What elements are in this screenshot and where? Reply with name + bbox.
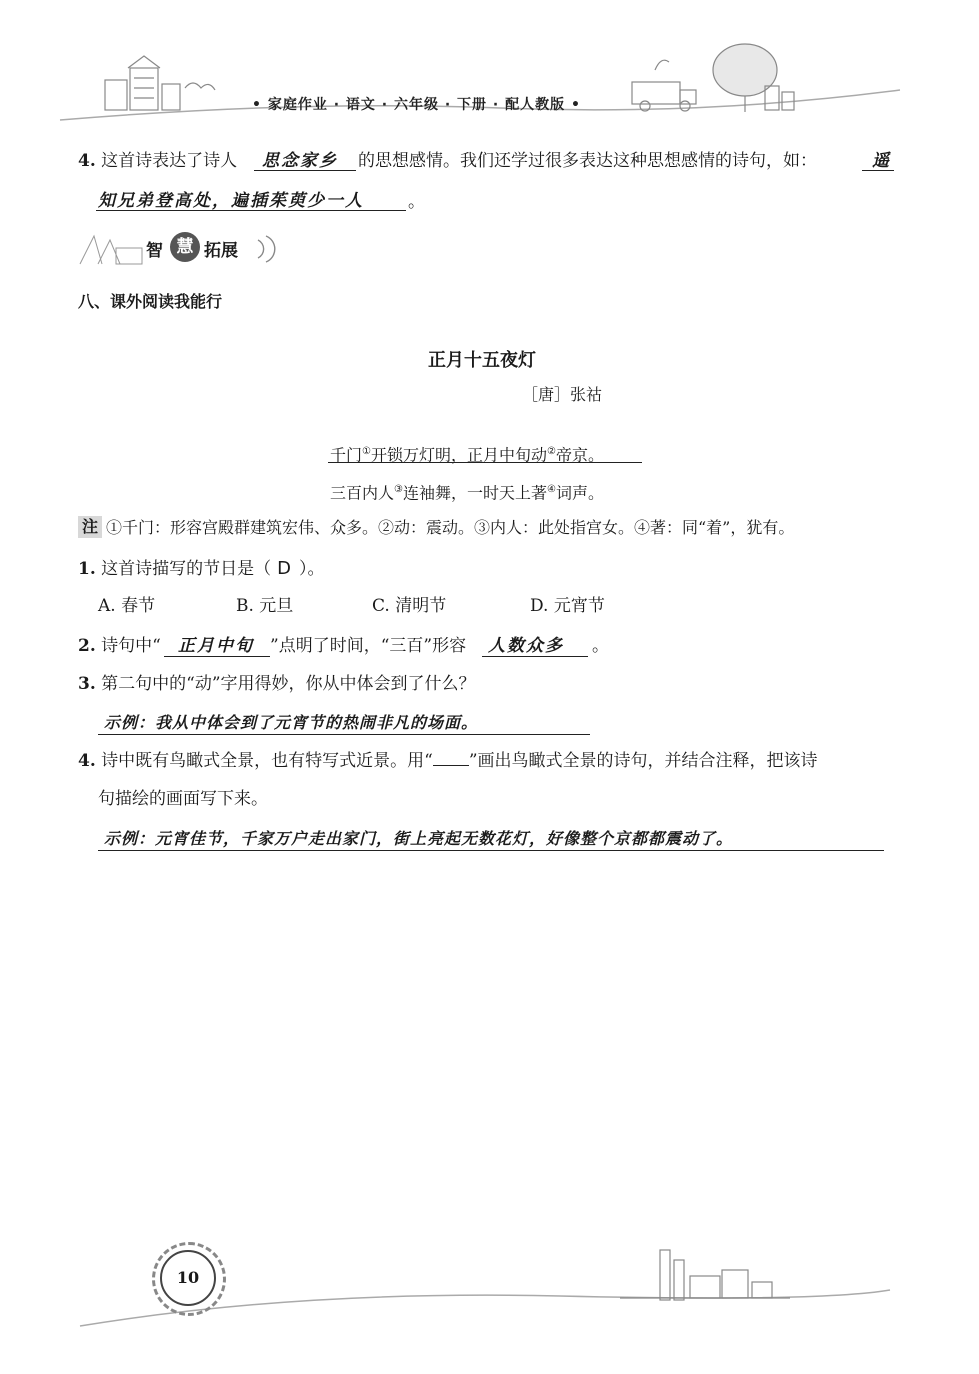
footnote-mark: ④ [547, 484, 556, 495]
option-d: D. 元宵节 [530, 596, 605, 616]
answer-underline [96, 210, 406, 211]
answer-poem-part2: 知兄弟登高处，遍插茱萸少一人 [98, 191, 364, 211]
answer-underline [98, 850, 884, 851]
answer-underline [164, 656, 270, 657]
question-4-line2: 句描绘的画面写下来。 [98, 789, 268, 809]
poem-text: 千门 [330, 445, 363, 465]
poem-text: 连袖舞，一时天上著 [402, 483, 547, 503]
question-number: 2. [78, 636, 96, 656]
banner-char2: 慧 [170, 232, 200, 262]
poem-text: 三百内人 [330, 483, 395, 503]
question-text: ”点明了时间，“三百”形容 [270, 636, 467, 656]
sentence-end: 。 [408, 192, 425, 212]
question-1 [78, 557, 325, 581]
question-text: 诗中既有鸟瞰式全景，也有特写式近景。用“ [101, 751, 433, 771]
poem-text: 帝京。 [555, 445, 604, 465]
answer-q4: 示例：元宵佳节，千家万户走出家门，街上亮起无数花灯，好像整个京都都震动了。 [104, 829, 734, 848]
footnote-mark: ① [362, 446, 371, 457]
poem-text: 词声。 [555, 483, 604, 503]
question-text: ）。 [299, 559, 325, 579]
poem-line-1 [330, 440, 604, 467]
answer-number: 人数众多 [488, 636, 564, 656]
option-a: A. 春节 [98, 596, 156, 616]
question-2-start [78, 634, 161, 658]
answer-underline [862, 170, 894, 171]
footer-decoration [0, 1230, 979, 1350]
question-4-line1 [78, 749, 818, 773]
question-number: 1. [78, 559, 96, 579]
question-number: 4. [78, 151, 96, 171]
question-number: 4. [78, 751, 96, 771]
answer-choice: D [277, 558, 294, 579]
sentence-end: 。 [592, 636, 609, 656]
poem-author: ［唐］张祜 [522, 385, 603, 404]
answer-underline [254, 170, 356, 171]
underline-symbol [433, 751, 469, 766]
birdseye-underline [328, 462, 642, 463]
answer-homesick: 思念家乡 [262, 151, 338, 171]
question-text: 第二句中的“动”字用得妙，你从中体会到了什么？ [101, 674, 476, 694]
poem-title: 正月十五夜灯 [428, 350, 536, 371]
answer-q3: 示例：我从中体会到了元宵节的热闹非凡的场面。 [104, 713, 479, 732]
banner-char1: 智 [146, 241, 163, 261]
section-title: 八、课外阅读我能行 [78, 292, 223, 311]
footnote-mark: ③ [394, 484, 403, 495]
question-3 [78, 672, 476, 696]
page-number: 10 [160, 1250, 216, 1306]
answer-poem-part1: 遥 [872, 151, 891, 171]
question-text: 这首诗描写的节日是（ [101, 559, 272, 579]
footnote-mark: ② [547, 446, 556, 457]
question-text: 诗句中“ [101, 636, 161, 656]
question-text: 这首诗表达了诗人 [101, 151, 238, 171]
note-tag: 注 [78, 516, 102, 538]
question-text: ”画出鸟瞰式全景的诗句，并结合注释，把该诗 [468, 751, 818, 771]
answer-underline [98, 734, 590, 735]
banner-char3: 拓展 [204, 241, 238, 261]
option-c: C. 清明节 [372, 596, 447, 616]
answer-time: 正月中旬 [178, 636, 254, 656]
question-number: 3. [78, 674, 96, 694]
header-title: • 家庭作业 · 语文 · 六年级 · 下册 · 配人教版 • [252, 97, 581, 113]
answer-underline [482, 656, 588, 657]
note-text: ①千门：形容宫殿群建筑宏伟、众多。②动：震动。③内人：此处指宫女。④著：同“着”，犹有。 [106, 518, 795, 537]
prev-question-4-line1 [78, 149, 237, 173]
option-b: B. 元旦 [236, 596, 294, 616]
poem-line-2 [330, 478, 604, 505]
question-text: 的思想感情。我们还学过很多表达这种思想感情的诗句，如： [358, 151, 817, 171]
poem-text: 开锁万灯明，正月中旬动 [370, 445, 547, 465]
